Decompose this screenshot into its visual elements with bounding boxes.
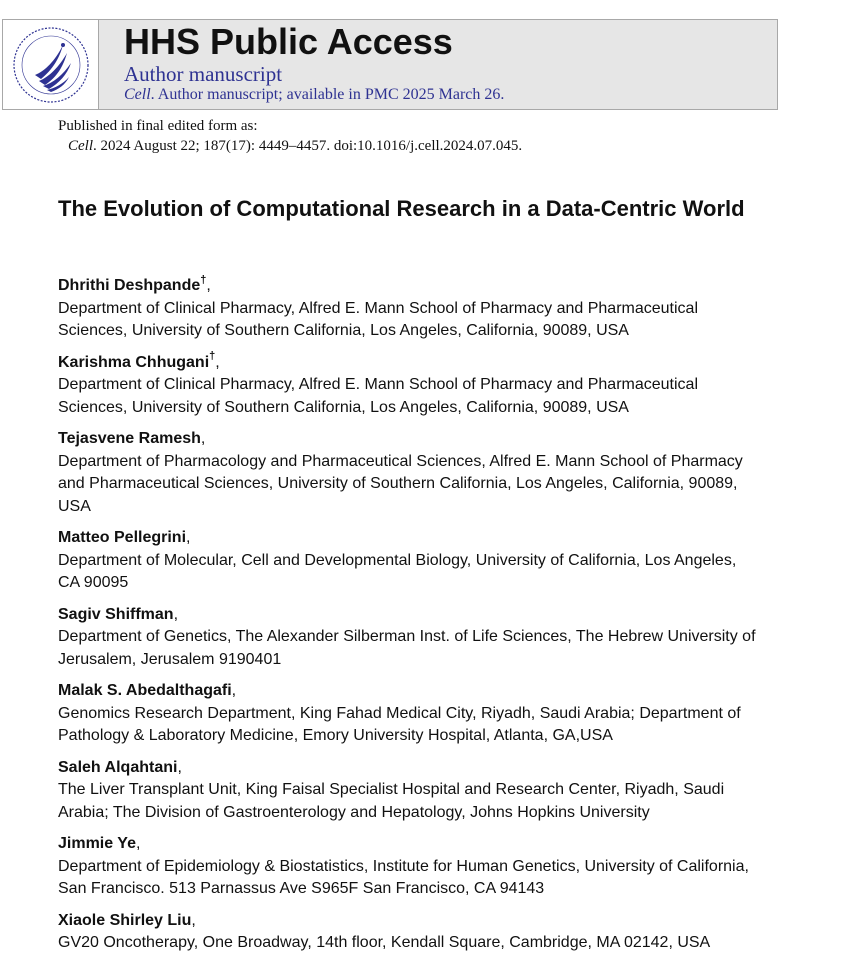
availability-text: . Author manuscript; available in PMC 2025 March 26. — [150, 86, 505, 103]
author-affiliation: Department of Pharmacology and Pharmaceutical Sciences, Alfred E. Mann School of Pharmacy and Pharmaceutical Sciences, University of Southern California, Los Angeles, California, 90089, USA — [58, 452, 743, 515]
published-label: Published in final edited form as: — [58, 118, 258, 134]
author-affiliation: The Liver Transplant Unit, King Faisal Specialist Hospital and Research Center, Riyadh, Saudi Arabia; The Division of Gastroenterology and Hepatology, Johns Hopkins University — [58, 781, 725, 821]
author-affiliation: Department of Molecular, Cell and Developmental Biology, University of California, Los Angeles, CA 90095 — [58, 551, 737, 591]
author-name[interactable]: Matteo Pellegrini — [58, 529, 187, 546]
author-entry: Xiaole Shirley Liu, GV20 Oncotherapy, One Broadway, 14th floor, Kendall Square, Cambridge, MA 02142, USA — [58, 910, 758, 955]
author-affiliation: Department of Epidemiology & Biostatistics, Institute for Human Genetics, University of California, San Francisco. 513 Parnassus Ave S965F San Francisco, CA 94143 — [58, 857, 749, 897]
author-name[interactable]: Dhrithi Deshpande† — [58, 273, 207, 294]
author-name[interactable]: Tejasvene Ramesh — [58, 430, 201, 447]
author-name[interactable]: Karishma Chhugani† — [58, 350, 216, 371]
availability-note — [124, 86, 504, 104]
equal-contribution-mark: † — [209, 350, 216, 363]
author-entry: Sagiv Shiffman, Department of Genetics, The Alexander Silberman Inst. of Life Sciences, The Hebrew University of Jerusalem, Jerusalem 9190401 — [58, 604, 758, 672]
hhs-banner — [2, 19, 778, 110]
hhs-public-access-title: HHS Public Access — [124, 21, 453, 62]
journal-name[interactable]: Cell — [124, 86, 151, 103]
author-affiliation: GV20 Oncotherapy, One Broadway, 14th floor, Kendall Square, Cambridge, MA 02142, USA — [58, 934, 711, 951]
author-affiliation: Department of Genetics, The Alexander Silberman Inst. of Life Sciences, The Hebrew University of Jerusalem, Jerusalem 9190401 — [58, 628, 756, 668]
equal-contribution-mark: † — [200, 273, 207, 286]
author-entry: Karishma Chhugani†, Department of Clinical Pharmacy, Alfred E. Mann School of Pharmacy and Pharmaceutical Sciences, University of Southern California, Los Angeles, California, 90089, USA — [58, 352, 758, 420]
author-name[interactable]: Saleh Alqahtani — [58, 758, 178, 776]
paper-title: The Evolution of Computational Research in a Data-Centric World — [58, 196, 745, 221]
author-name[interactable]: Xiaole Shirley Liu — [58, 911, 192, 929]
author-name[interactable]: Malak S. Abedalthagafi — [58, 682, 232, 699]
author-list — [58, 275, 758, 964]
author-entry: Malak S. Abedalthagafi, Genomics Research Department, King Fahad Medical City, Riyadh, Saudi Arabia; Department of Pathology & Laboratory Medicine, Emory University Hospital, Atlanta, GA,USA — [58, 680, 758, 748]
author-entry: Saleh Alqahtani, The Liver Transplant Unit, King Faisal Specialist Hospital and Research Center, Riyadh, Saudi Arabia; The Division of Gastroenterology and Hepatology, Johns Hopkins University — [58, 757, 758, 825]
author-entry: Tejasvene Ramesh, Department of Pharmacology and Pharmaceutical Sciences, Alfred E. Mann School of Pharmacy and Pharmaceutical Sciences, University of Southern California, Los Angeles, California, 90089, USA — [58, 428, 758, 518]
hhs-logo — [3, 20, 99, 109]
citation-details[interactable]: . 2024 August 22; 187(17): 4449–4457. doi:10.1016/j.cell.2024.07.045. — [93, 138, 523, 154]
author-entry: Matteo Pellegrini, Department of Molecular, Cell and Developmental Biology, University of California, Los Angeles, CA 90095 — [58, 527, 758, 595]
citation — [58, 136, 522, 156]
hhs-eagle-seal-icon — [11, 25, 91, 105]
author-affiliation: Genomics Research Department, King Fahad Medical City, Riyadh, Saudi Arabia; Department of Pathology & Laboratory Medicine, Emory University Hospital, Atlanta, GA,USA — [58, 704, 741, 744]
citation-journal: Cell — [68, 138, 93, 154]
author-affiliation: Department of Clinical Pharmacy, Alfred E. Mann School of Pharmacy and Pharmaceutical Sciences, University of Southern California, Los Angeles, California, 90089, USA — [58, 299, 698, 339]
author-affiliation: Department of Clinical Pharmacy, Alfred E. Mann School of Pharmacy and Pharmaceutical Sciences, University of Southern California, Los Angeles, California, 90089, USA — [58, 376, 698, 416]
published-info — [58, 116, 522, 156]
author-manuscript-label: Author manuscript — [124, 62, 283, 86]
author-name[interactable]: Sagiv Shiffman — [58, 605, 174, 623]
author-entry: Dhrithi Deshpande†, Department of Clinical Pharmacy, Alfred E. Mann School of Pharmacy and Pharmaceutical Sciences, University of Southern California, Los Angeles, California, 90089, USA — [58, 275, 758, 343]
author-entry: Jimmie Ye, Department of Epidemiology & Biostatistics, Institute for Human Genetics, University of California, San Francisco. 513 Parnassus Ave S965F San Francisco, CA 94143 — [58, 833, 758, 901]
author-name[interactable]: Jimmie Ye — [58, 835, 136, 852]
